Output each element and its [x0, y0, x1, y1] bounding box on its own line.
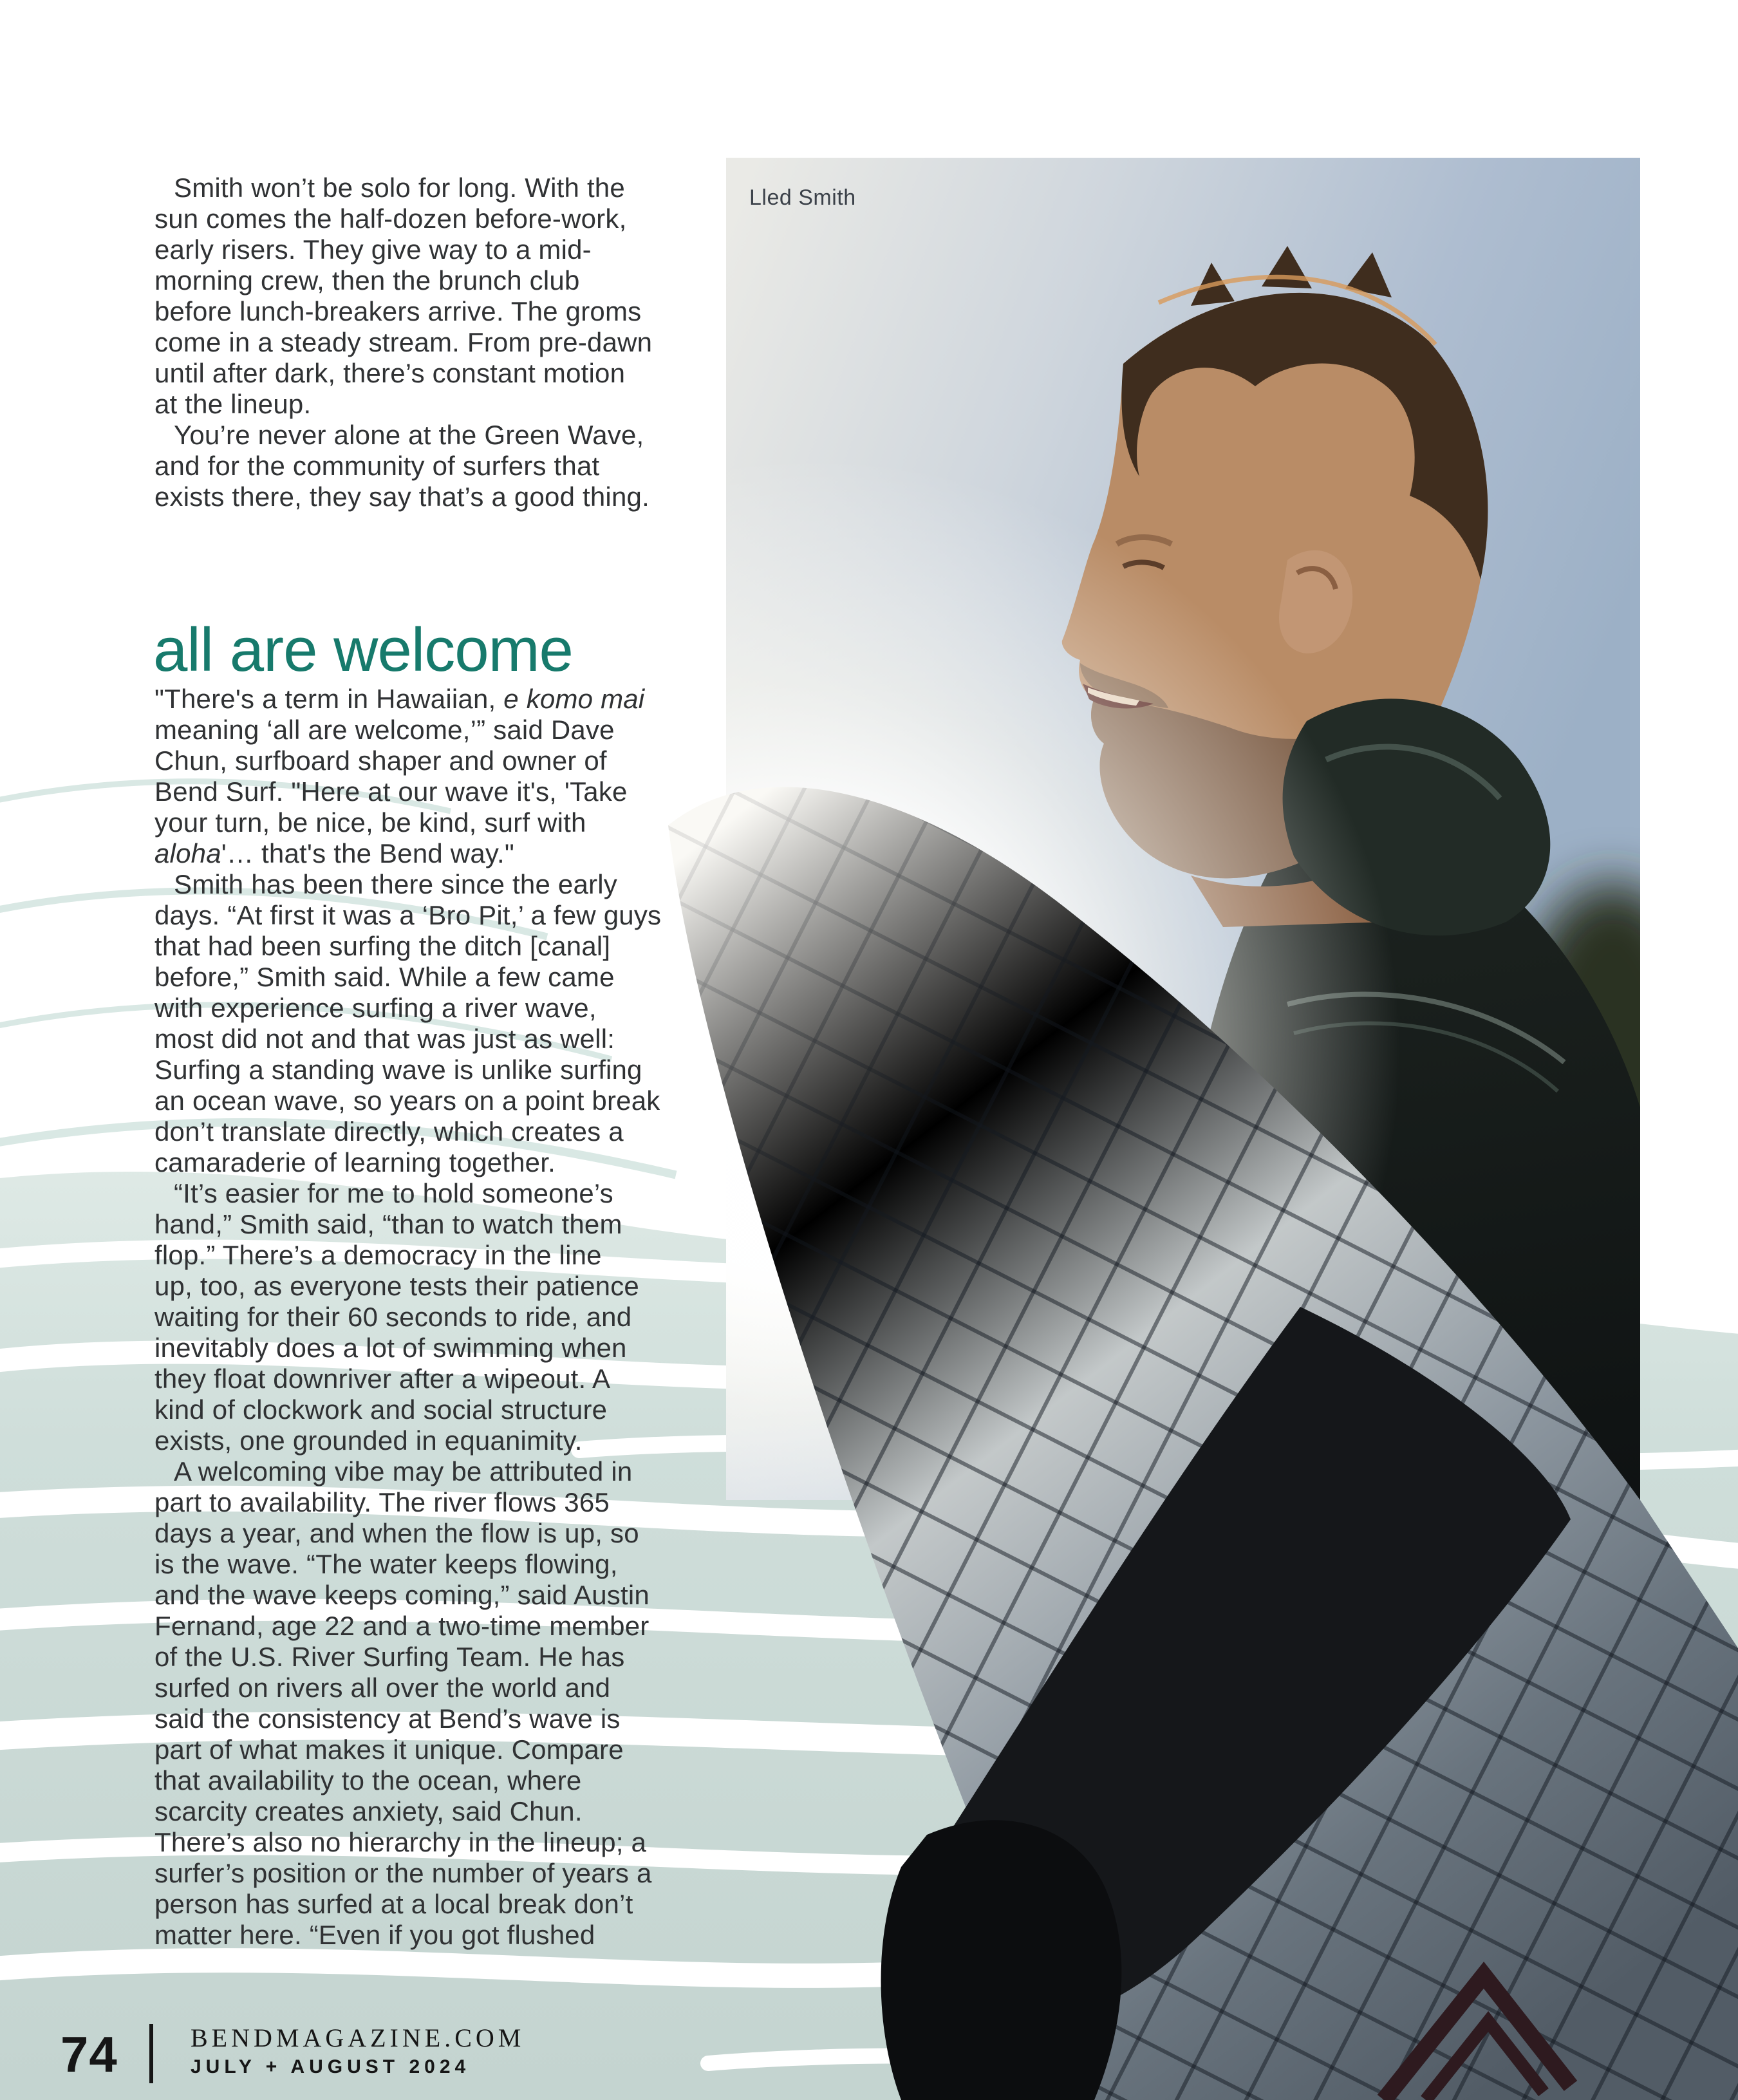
text-line: most did not and that was just as well: [154, 1024, 615, 1054]
text-line: inevitably does a lot of swimming when [154, 1333, 627, 1363]
text-line: before lunch-breakers arrive. The groms [154, 296, 642, 326]
text-line: that availability to the ocean, where [154, 1765, 582, 1795]
page-number: 74 [61, 2026, 118, 2083]
text-line: “It’s easier for me to hold someone’s [174, 1178, 613, 1208]
paragraph-welcome-quote [154, 684, 682, 869]
text-line: Smith has been there since the early [174, 869, 617, 899]
text-line: meaning ‘all are welcome,’” said Dave [154, 715, 615, 745]
text-line: your turn, be nice, be kind, surf with [154, 807, 586, 838]
text-line: part to availability. The river flows 365 [154, 1487, 610, 1517]
paragraph-intro [154, 173, 682, 512]
text-line: matter here. “Even if you got flushed [154, 1920, 595, 1950]
text-line: scarcity creates anxiety, said Chun. [154, 1796, 583, 1826]
text-line: surfed on rivers all over the world and [154, 1673, 611, 1703]
text-line: exists, one grounded in equanimity. [154, 1425, 583, 1456]
text-line: until after dark, there’s constant motion [154, 358, 626, 388]
text-line: kind of clockwork and social structure [154, 1394, 608, 1425]
text-line: "There's a term in Hawaiian, e komo mai [154, 684, 645, 714]
section-heading: all are welcome [153, 615, 573, 685]
footer-divider [149, 2024, 153, 2083]
text-line: person has surfed at a local break don’t [154, 1889, 633, 1919]
footer-issue-date: JULY + AUGUST 2024 [191, 2056, 471, 2077]
text-line: sun comes the half-dozen before-work, [154, 203, 627, 234]
text-line: There’s also no hierarchy in the lineup; a [154, 1827, 647, 1857]
text-line: an ocean wave, so years on a point break [154, 1085, 660, 1116]
text-line: of the U.S. River Surfing Team. He has [154, 1642, 625, 1672]
footer-website: BENDMAGAZINE.COM [191, 2023, 525, 2052]
text-line: aloha'… that's the Bend way." [154, 838, 514, 868]
text-line: said the consistency at Bend’s wave is [154, 1703, 621, 1734]
text-line: camaraderie of learning together. [154, 1147, 556, 1177]
text-line: hand,” Smith said, “than to watch them [154, 1209, 622, 1239]
text-line: You’re never alone at the Green Wave, [174, 420, 644, 450]
text-line: surfer’s position or the number of years a [154, 1858, 652, 1888]
text-line: days. “At first it was a ‘Bro Pit,’ a few guys [154, 900, 662, 930]
text-line: don’t translate directly, which creates a [154, 1116, 624, 1147]
text-line: A welcoming vibe may be attributed in [174, 1456, 633, 1486]
page-footer [0, 2014, 579, 2100]
text-line: is the wave. “The water keeps flowing, [154, 1549, 618, 1579]
paragraph-early-days [154, 869, 682, 1178]
text-line: and for the community of surfers that [154, 451, 600, 481]
text-line: Fernand, age 22 and a two-time member [154, 1611, 649, 1641]
text-line: come in a steady stream. From pre-dawn [154, 327, 653, 357]
text-line: days a year, and when the flow is up, so [154, 1518, 639, 1548]
text-line: waiting for their 60 seconds to ride, and [154, 1302, 632, 1332]
paragraph-availability [154, 1456, 682, 1951]
text-line: early risers. They give way to a mid- [154, 234, 592, 265]
text-line: Bend Surf. "Here at our wave it's, 'Take [154, 776, 628, 807]
text-line: morning crew, then the brunch club [154, 265, 580, 295]
photo-caption: Lled Smith [749, 185, 856, 210]
text-line: part of what makes it unique. Compare [154, 1734, 624, 1765]
text-line: up, too, as everyone tests their patience [154, 1271, 639, 1301]
text-line: and the wave keeps coming,” said Austin [154, 1580, 649, 1610]
text-line: before,” Smith said. While a few came [154, 962, 615, 992]
paragraph-democracy [154, 1178, 682, 1456]
text-line: exists there, they say that’s a good thing. [154, 482, 649, 512]
text-line: Chun, surfboard shaper and owner of [154, 745, 607, 776]
text-line: Surfing a standing wave is unlike surfing [154, 1055, 642, 1085]
text-line: flop.” There’s a democracy in the line [154, 1240, 602, 1270]
text-line: they float downriver after a wipeout. A [154, 1364, 611, 1394]
text-line: with experience surfing a river wave, [154, 993, 597, 1023]
text-line: Smith won’t be solo for long. With the [174, 173, 625, 203]
text-line: that had been surfing the ditch [canal] [154, 931, 611, 961]
glove [881, 1820, 1122, 2100]
text-line: at the lineup. [154, 389, 312, 419]
